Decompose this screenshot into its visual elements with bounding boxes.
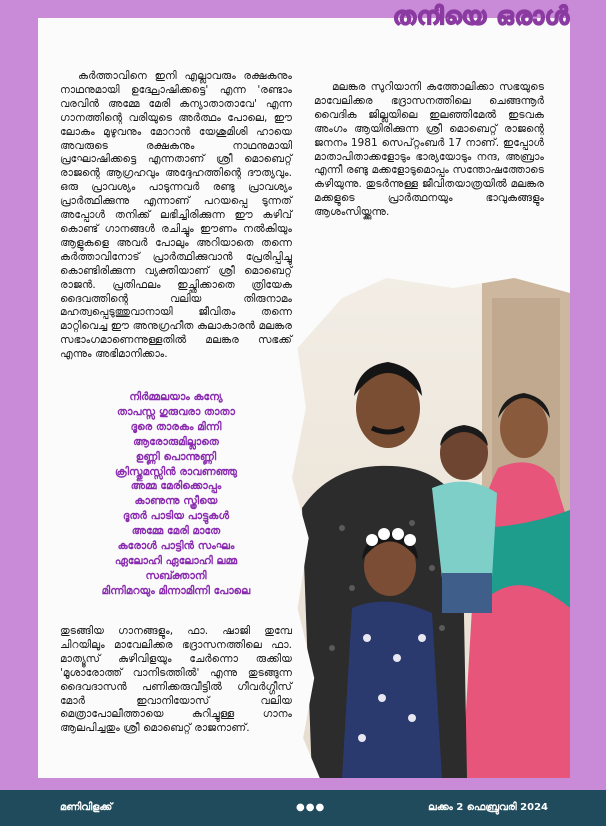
song-title: ഏലോഹി ഏലോഹി ലമ്മ [114,554,238,567]
song-title: താപസ്സ ഗുരുവരാ താതാ [117,405,235,418]
tail-paragraph: തുടങ്ങിയ ഗാനങ്ങളും, ഫാ. ഷാജി തുമ്പേ ചിറയിലും മാവേലിക്കര ഭദ്രാസനത്തിലെ ഫാ. മാത്യൂസ് കുഴിവിളയും ചേർന്നൊ രുക്കിയ 'മൂശാരോത്ത് വാനിടത്തിൽ' എന്നു തുടങ്ങുന്ന ദൈവദാസൻ പണിക്കരുവീട്ടിൽ ഗീവർഗ്ഗീസ് മോർ ഇവാനിയോസ് വലിയ മെത്രാപോലീത്തായെ കുറിച്ചുള്ള ഗാനം ആലപിച്ചതും ശ്രീ മൊബെറ്റ് രാജനാണ്. [60,625,292,735]
song-title: മിന്നിമറയും മിന്നാമിന്നി പോലെ [101,584,251,597]
boy-shirt [432,482,497,578]
family-photo-illustration [292,278,570,778]
left-column [60,70,292,362]
right-column [314,81,544,220]
song-list [60,390,292,599]
publication-name: മണിവിളക്ക് [60,802,113,813]
right-paragraph: മലങ്കര സുറിയാനി കത്തോലിക്കാ സഭയുടെ മാവേലിക്കര ഭദ്രാസനത്തിലെ ചെങ്ങന്നൂർ വൈദിക ജില്ലയിലെ ഇലഞ്ഞിമേൽ ഇടവക അംഗം ആയിരിക്കുന്ന ശ്രീ മൊബെറ്റ് രാജന്റെ ജനനം 1981 സെപ്റ്റംബർ 17 നാണ്. ഇപ്പോൾ മാതാപിതാക്കളോടും ഭാര്യയോടും നന്ദ, അബ്രാം എന്നീ രണ്ടു മക്കളോടുമൊപ്പം സന്തോഷത്തോടെ കഴിയുന്നു. തുടർന്നുള്ള ജീവിതയാത്രയിൽ മലങ്കര മക്കളുടെ പ്രാർത്ഥനയും ഭാവുകങ്ങളും ആശംസിയ്ക്കുന്നു. [314,81,544,219]
song-title: ഉണ്ണി പൊന്നുണ്ണി [135,450,217,463]
section-title: തനിയെ ഒരാൾ [393,1,570,30]
song-title: സബ്ക്താനി [145,569,207,582]
song-title: ആരോരുമില്ലാതെ [133,435,219,448]
issue-label: ലക്കം 2 ഫെബ്രുവരി 2024 [428,802,548,813]
song-title: ക്രിസ്തുമസ്സിൻ രാവണഞ്ഞു [114,465,238,478]
tail-column [60,625,292,736]
page-footer [0,790,606,826]
song-title: കരോൾ പാട്ടിൻ സംഘം [117,540,235,553]
girl-dress [342,602,442,778]
boy-shorts [442,573,492,613]
song-title: നിർമ്മലയാം കന്യേ [129,391,223,403]
song-title: ദൂരെ താരകം മിന്നി [130,420,222,433]
pager-dots: ●●● [296,802,326,813]
song-title: അമ്മേ മേരി മാതേ [131,525,221,538]
song-title: ദൂതർ പാടിയ പാട്ടുകൾ [122,510,230,523]
family-photo [292,278,570,778]
left-paragraph: കർത്താവിനെ ഇനി എല്ലാവരും രക്ഷകനും നാഥനുമായി ഉദ്ഘോഷിക്കട്ടെ' എന്ന 'രണ്ടാം വരവിൻ അമ്മേ മേരി കന്യാതാതാവേ' എന്ന ഗാനത്തിന്റെ വരിയുടെ അർത്ഥം പോലെ, ഈ ലോകം മുഴുവനും മോറാൻ യേശുമിശി ഹായെ അവരുടെ രക്ഷകനും നാഥനുമായി പ്രഘോഷിക്കട്ടെ എന്നതാണ് ശ്രീ മൊബെറ്റ് രാജന്റെ ആഗ്രഹവും അദ്ദേഹത്തിന്റെ ദൗത്യവും. ഒരു പ്രാവശ്യം പാടുന്നവർ രണ്ടു പ്രാവശ്യം പ്രാർത്ഥിക്കുന്നു എന്നാണ് പറയപ്പെ ടുന്നത് അപ്പോൾ തനിക്ക് ലഭിച്ചിരിക്കുന്ന ഈ കഴിവ് കൊണ്ട് ഗാനങ്ങൾ രചിച്ചും ഈണം നൽകിയും ആളുകളെ അവർ പോലും അറിയാതെ തന്നെ കർത്താവിനോട് പ്രാർത്ഥിക്കുവാൻ പ്രേരിപ്പിച്ചു കൊണ്ടിരിക്കുന്ന വ്യക്തിയാണ് ശ്രീ മൊബെറ്റ് രാജൻ. പ്രതിഫലം ഇച്ഛിക്കാതെ ത്രിയേക ദൈവത്തിന്റെ വലിയ തിരുനാമം മഹത്വപ്പെടുത്തുവാനായി ജീവിതം തന്നെ മാറ്റിവെച്ച ഈ അനുഗ്രഹീത കലാകാരൻ മലങ്കര സഭാംഗമാണെന്നുള്ളതിൽ മലങ്കര സഭക്ക് എന്നും അഭിമാനിക്കാം. [60,70,292,361]
song-title: കാണുന്നു സ്ത്രീയെ [134,495,218,508]
woman-face [500,398,548,458]
song-title: അമ്മ മേരിക്കൊപ്പം [130,480,222,493]
